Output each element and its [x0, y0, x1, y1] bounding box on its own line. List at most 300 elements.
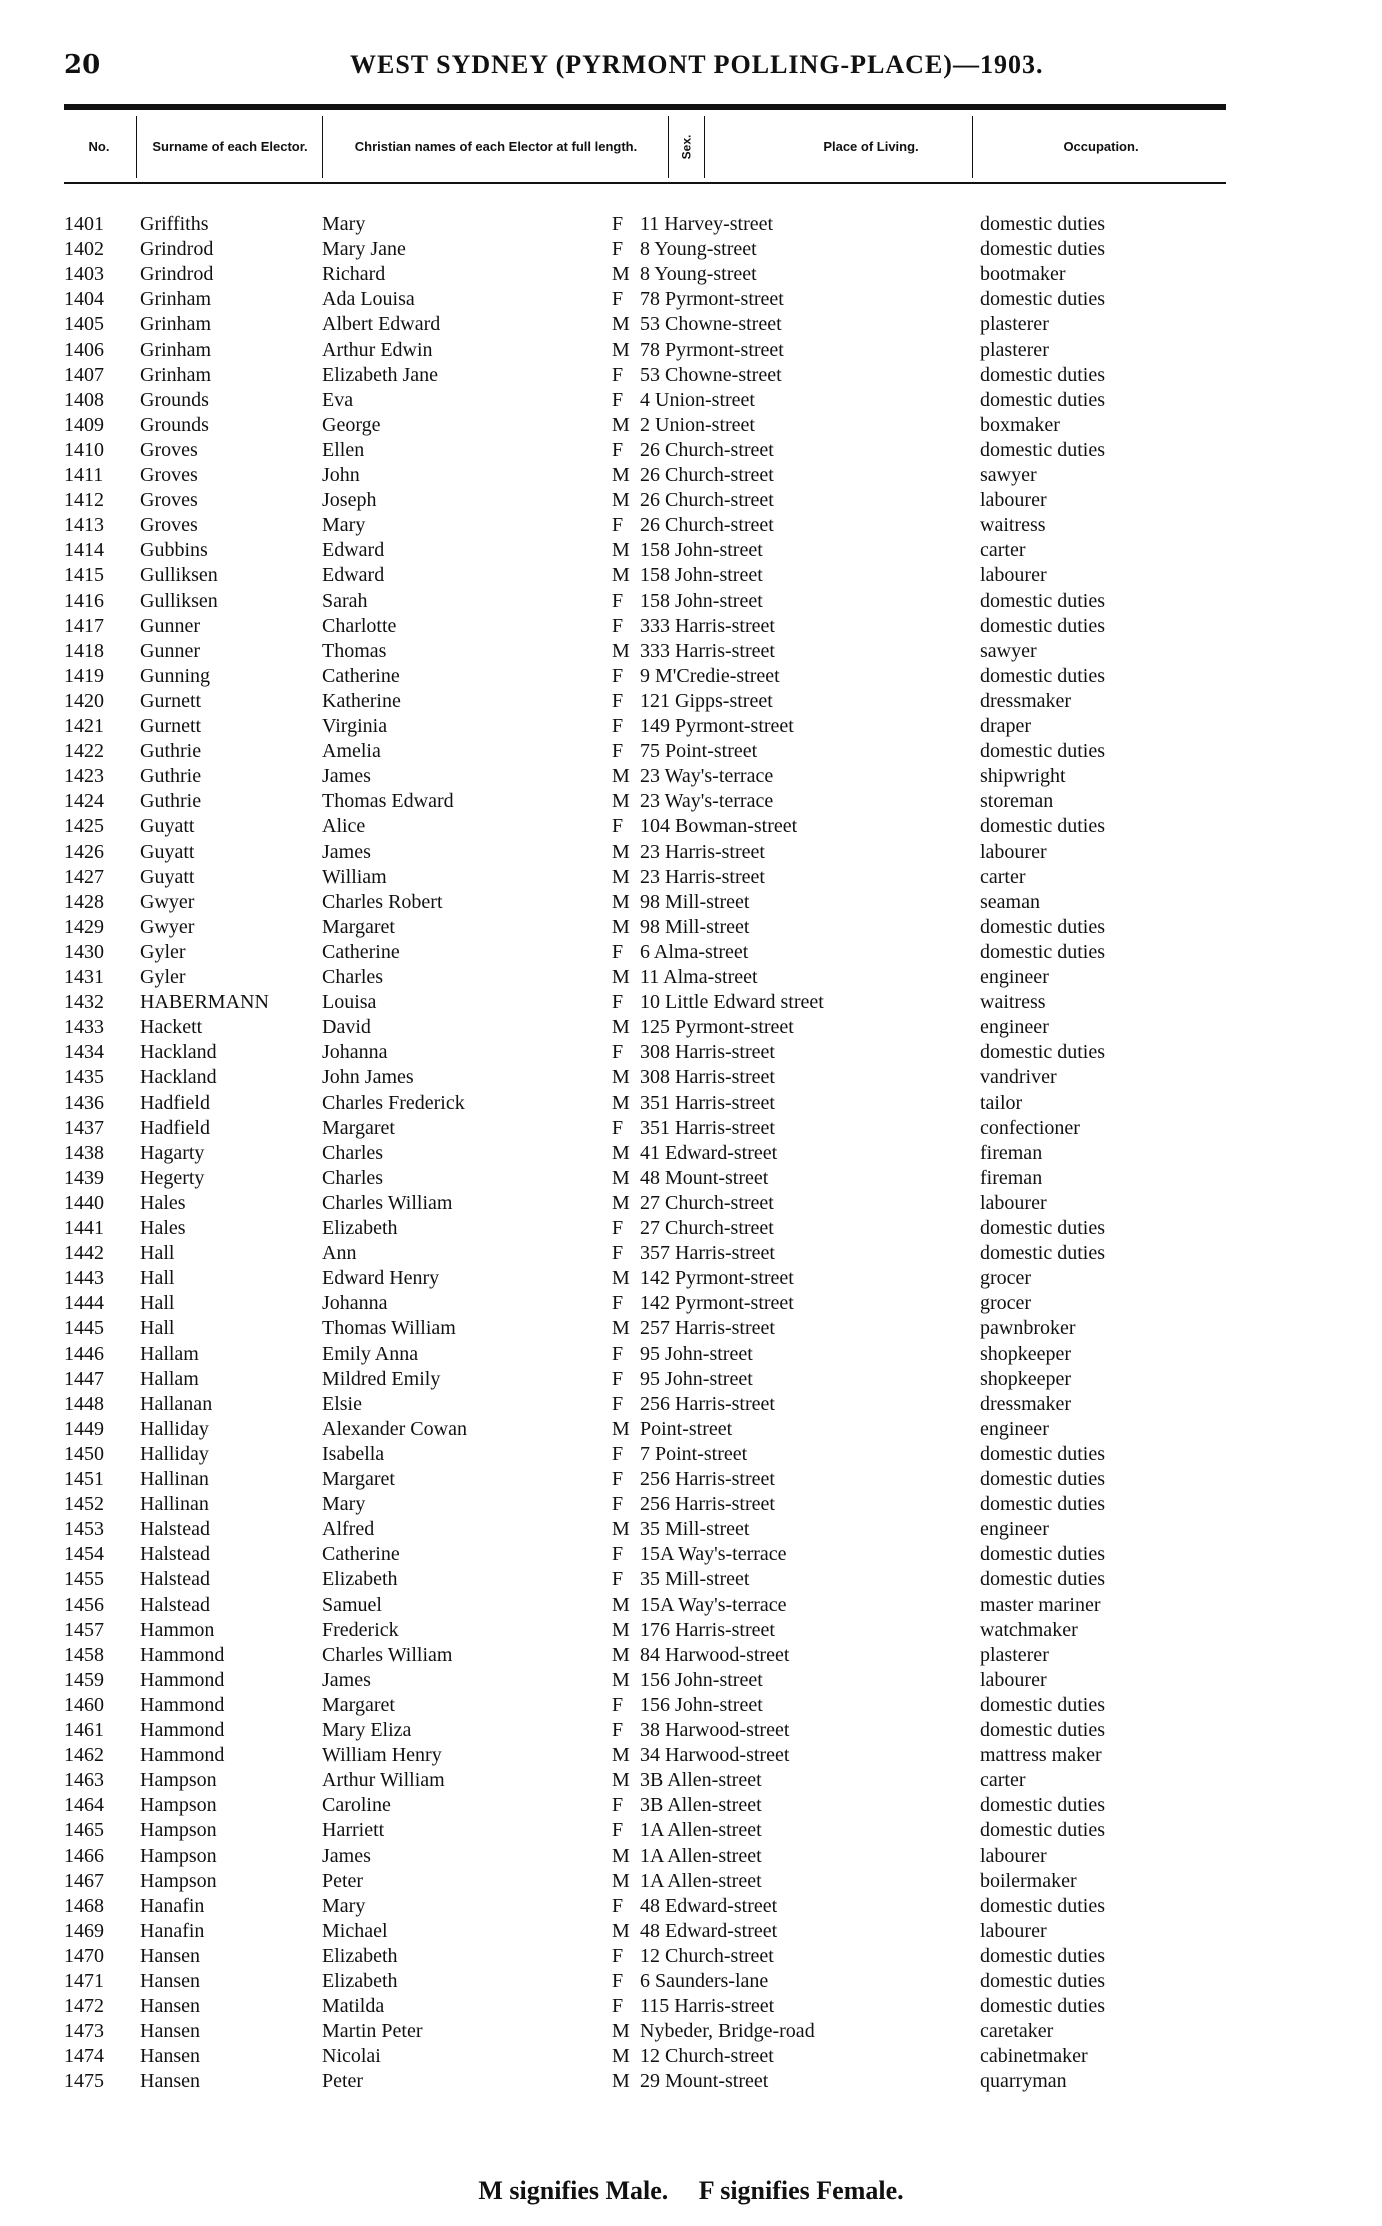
elector-sex: M: [612, 1618, 630, 1641]
elector-occupation: domestic duties: [980, 288, 1105, 311]
table-row: [0, 1316, 1382, 1341]
elector-number: 1441: [64, 1217, 104, 1239]
elector-sex: F: [612, 1116, 624, 1139]
elector-occupation: labourer: [980, 1844, 1047, 1867]
elector-occupation: domestic duties: [980, 1894, 1105, 1917]
elector-place-of-living: 8 Young-street: [640, 263, 757, 286]
elector-surname: Guthrie: [140, 790, 202, 813]
column-divider: [668, 116, 669, 178]
elector-sex: F: [612, 514, 624, 537]
elector-christian-names: Charles Frederick: [322, 1091, 465, 1114]
table-row: [0, 739, 1382, 764]
elector-surname: Grinham: [140, 313, 212, 336]
elector-surname: Hagarty: [140, 1141, 205, 1164]
elector-number: 1440: [64, 1191, 104, 1214]
elector-sex: F: [612, 1468, 624, 1490]
table-row: [0, 1844, 1382, 1869]
elector-christian-names: Margaret: [322, 1468, 395, 1490]
table-row: [0, 2069, 1382, 2094]
elector-number: 1458: [64, 1643, 104, 1666]
elector-surname: Hallam: [140, 1367, 199, 1390]
elector-occupation: waitress: [980, 514, 1046, 537]
elector-occupation: domestic duties: [980, 1242, 1105, 1265]
table-row: [0, 463, 1382, 488]
elector-occupation: vandriver: [980, 1066, 1057, 1089]
elector-number: 1437: [64, 1116, 104, 1139]
elector-sex: M: [612, 1518, 630, 1541]
elector-surname: Hammond: [140, 1719, 225, 1741]
elector-place-of-living: 176 Harris-street: [640, 1618, 775, 1641]
elector-place-of-living: 6 Saunders-lane: [640, 1970, 769, 1992]
column-divider: [136, 116, 137, 178]
elector-christian-names: Ann: [322, 1242, 357, 1265]
elector-place-of-living: 48 Edward-street: [640, 1919, 778, 1942]
table-row: [0, 538, 1382, 563]
elector-place-of-living: 12 Church-street: [640, 2045, 774, 2068]
elector-place-of-living: 1A Allen-street: [640, 1844, 762, 1867]
elector-sex: M: [612, 539, 630, 562]
table-row: [0, 1593, 1382, 1618]
elector-christian-names: Alfred: [322, 1518, 375, 1541]
elector-christian-names: James: [322, 1668, 371, 1691]
elector-christian-names: Ada Louisa: [322, 288, 415, 311]
elector-occupation: domestic duties: [980, 363, 1105, 386]
elector-place-of-living: 95 John-street: [640, 1367, 753, 1390]
table-row: [0, 814, 1382, 839]
elector-sex: F: [612, 238, 624, 261]
elector-sex: M: [612, 1066, 630, 1089]
col-sex-header: [670, 112, 702, 182]
table-row: [0, 1291, 1382, 1316]
table-row: [0, 840, 1382, 865]
elector-sex: F: [612, 288, 624, 311]
elector-surname: Hampson: [140, 1769, 217, 1792]
elector-place-of-living: 7 Point-street: [640, 1442, 748, 1465]
elector-occupation: labourer: [980, 489, 1047, 512]
elector-occupation: boxmaker: [980, 413, 1060, 436]
elector-place-of-living: 26 Church-street: [640, 489, 774, 512]
elector-place-of-living: 2 Union-street: [640, 413, 755, 436]
table-row: [0, 915, 1382, 940]
elector-occupation: plasterer: [980, 313, 1049, 336]
table-row: [0, 1442, 1382, 1467]
table-row: [0, 413, 1382, 438]
elector-christian-names: Edward Henry: [322, 1267, 440, 1290]
elector-occupation: cabinetmaker: [980, 2045, 1088, 2068]
elector-sex: M: [612, 1919, 630, 1942]
table-row: [0, 1141, 1382, 1166]
table-row: [0, 513, 1382, 538]
elector-place-of-living: 158 John-street: [640, 564, 763, 587]
elector-surname: Halstead: [140, 1593, 210, 1616]
elector-surname: Guyatt: [140, 840, 195, 863]
elector-number: 1423: [64, 765, 104, 788]
elector-number: 1442: [64, 1242, 104, 1265]
elector-place-of-living: 3B Allen-street: [640, 1769, 762, 1792]
elector-place-of-living: 11 Harvey-street: [640, 213, 774, 235]
table-row: [0, 1693, 1382, 1718]
elector-sex: M: [612, 1016, 630, 1039]
elector-number: 1445: [64, 1317, 104, 1340]
table-row: [0, 1040, 1382, 1065]
elector-place-of-living: 53 Chowne-street: [640, 363, 782, 386]
elector-number: 1404: [64, 288, 104, 311]
elector-sex: F: [612, 1693, 624, 1716]
elector-occupation: carter: [980, 1769, 1026, 1792]
elector-place-of-living: 256 Harris-street: [640, 1493, 775, 1516]
elector-surname: Hammond: [140, 1744, 225, 1767]
elector-occupation: shopkeeper: [980, 1342, 1072, 1365]
elector-christian-names: Margaret: [322, 1693, 395, 1716]
elector-sex: F: [612, 614, 624, 637]
elector-sex: F: [612, 1442, 624, 1465]
elector-number: 1435: [64, 1066, 104, 1089]
table-row: [0, 1116, 1382, 1141]
elector-place-of-living: 27 Church-street: [640, 1191, 774, 1214]
elector-surname: Hallanan: [140, 1392, 213, 1415]
elector-surname: Grinham: [140, 338, 212, 361]
elector-occupation: waitress: [980, 991, 1046, 1014]
elector-number: 1466: [64, 1844, 104, 1867]
elector-occupation: domestic duties: [980, 915, 1105, 938]
elector-christian-names: Charles: [322, 1166, 384, 1189]
elector-place-of-living: 125 Pyrmont-street: [640, 1016, 794, 1039]
elector-number: 1426: [64, 840, 104, 863]
elector-sex: M: [612, 564, 630, 587]
elector-surname: Guthrie: [140, 765, 202, 788]
elector-christian-names: Mary Eliza: [322, 1719, 412, 1741]
elector-occupation: domestic duties: [980, 1819, 1105, 1842]
elector-place-of-living: 158 John-street: [640, 589, 763, 612]
elector-christian-names: Ellen: [322, 438, 365, 461]
elector-christian-names: Elizabeth: [322, 1944, 398, 1967]
elector-surname: Hansen: [140, 2020, 200, 2043]
elector-surname: Groves: [140, 464, 198, 486]
elector-surname: Hammond: [140, 1643, 225, 1666]
elector-place-of-living: 15A Way's-terrace: [640, 1593, 787, 1616]
elector-place-of-living: 98 Mill-street: [640, 890, 750, 913]
elector-surname: HABERMANN: [140, 991, 269, 1014]
elector-surname: Hammond: [140, 1693, 225, 1716]
elector-sex: F: [612, 740, 624, 763]
elector-occupation: carter: [980, 865, 1026, 888]
elector-occupation: domestic duties: [980, 1719, 1105, 1741]
elector-occupation: domestic duties: [980, 589, 1105, 612]
table-row: [0, 865, 1382, 890]
elector-christian-names: Joseph: [322, 489, 377, 512]
elector-surname: Guthrie: [140, 740, 202, 763]
elector-surname: Hall: [140, 1317, 175, 1340]
elector-place-of-living: 35 Mill-street: [640, 1518, 750, 1541]
elector-number: 1419: [64, 664, 104, 687]
table-row: [0, 488, 1382, 513]
elector-occupation: domestic duties: [980, 238, 1105, 261]
elector-sex: F: [612, 1794, 624, 1817]
elector-place-of-living: 23 Harris-street: [640, 865, 765, 888]
table-row: [0, 1969, 1382, 1994]
elector-number: 1470: [64, 1944, 104, 1967]
elector-sex: M: [612, 840, 630, 863]
elector-surname: Hall: [140, 1292, 175, 1315]
elector-surname: Hampson: [140, 1844, 217, 1867]
table-row: [0, 1241, 1382, 1266]
table-row: [0, 1417, 1382, 1442]
elector-sex: F: [612, 815, 624, 838]
elector-sex: M: [612, 1769, 630, 1792]
table-row: [0, 1367, 1382, 1392]
elector-place-of-living: 34 Harwood-street: [640, 1744, 790, 1767]
elector-occupation: caretaker: [980, 2020, 1054, 2043]
elector-sex: F: [612, 1292, 624, 1315]
elector-number: 1471: [64, 1970, 104, 1992]
elector-number: 1452: [64, 1493, 104, 1516]
elector-place-of-living: 48 Edward-street: [640, 1894, 778, 1917]
elector-place-of-living: 104 Bowman-street: [640, 815, 798, 838]
elector-occupation: domestic duties: [980, 1794, 1105, 1817]
elector-occupation: tailor: [980, 1091, 1023, 1114]
elector-sex: F: [612, 715, 624, 737]
table-row: [0, 1718, 1382, 1743]
elector-christian-names: Louisa: [322, 991, 377, 1014]
elector-surname: Hall: [140, 1242, 175, 1265]
elector-surname: Hall: [140, 1267, 175, 1290]
elector-sex: M: [612, 915, 630, 938]
elector-sex: F: [612, 991, 624, 1014]
elector-christian-names: Mary: [322, 514, 366, 537]
elector-surname: Halstead: [140, 1543, 210, 1566]
elector-occupation: domestic duties: [980, 1995, 1105, 2018]
elector-occupation: engineer: [980, 1417, 1049, 1440]
elector-number: 1432: [64, 991, 104, 1014]
elector-place-of-living: 8 Young-street: [640, 238, 757, 261]
elector-sex: M: [612, 1141, 630, 1164]
elector-sex: M: [612, 1844, 630, 1867]
elector-surname: Hallinan: [140, 1468, 209, 1490]
elector-surname: Groves: [140, 438, 198, 461]
table-row: [0, 1869, 1382, 1894]
elector-number: 1410: [64, 438, 104, 461]
elector-place-of-living: 6 Alma-street: [640, 940, 749, 963]
elector-number: 1461: [64, 1719, 104, 1741]
elector-christian-names: Albert Edward: [322, 313, 441, 336]
elector-sex: F: [612, 1543, 624, 1566]
elector-christian-names: Alexander Cowan: [322, 1417, 467, 1440]
page-title: WEST SYDNEY (PYRMONT POLLING-PLACE)—1903.: [350, 50, 1044, 79]
elector-number: 1427: [64, 865, 104, 888]
elector-surname: Hegerty: [140, 1166, 205, 1189]
table-row: [0, 1919, 1382, 1944]
elector-occupation: domestic duties: [980, 1041, 1105, 1064]
elector-occupation: fireman: [980, 1166, 1043, 1189]
elector-number: 1402: [64, 238, 104, 261]
table-row: [0, 614, 1382, 639]
col-place-header: Place of Living.: [823, 139, 919, 154]
elector-christian-names: Charles William: [322, 1191, 453, 1214]
elector-place-of-living: 308 Harris-street: [640, 1041, 775, 1064]
elector-place-of-living: 121 Gipps-street: [640, 689, 773, 712]
elector-number: 1447: [64, 1367, 104, 1390]
elector-occupation: domestic duties: [980, 1970, 1105, 1992]
table-row: [0, 1542, 1382, 1567]
elector-occupation: storeman: [980, 790, 1054, 813]
elector-sex: M: [612, 1417, 630, 1440]
elector-sex: M: [612, 313, 630, 336]
column-divider: [704, 116, 705, 178]
elector-surname: Halstead: [140, 1568, 210, 1591]
table-row: [0, 1392, 1382, 1417]
elector-occupation: domestic duties: [980, 815, 1105, 838]
elector-place-of-living: 95 John-street: [640, 1342, 753, 1365]
elector-number: 1412: [64, 489, 104, 512]
table-row: [0, 1191, 1382, 1216]
elector-surname: Hansen: [140, 1995, 200, 2018]
elector-christian-names: Thomas William: [322, 1317, 456, 1340]
elector-occupation: sawyer: [980, 464, 1037, 486]
table-row: [0, 1894, 1382, 1919]
elector-number: 1421: [64, 715, 104, 737]
elector-occupation: boilermaker: [980, 1869, 1077, 1892]
elector-surname: Gyler: [140, 940, 186, 963]
elector-sex: F: [612, 689, 624, 712]
elector-number: 1463: [64, 1769, 104, 1792]
elector-sex: F: [612, 1894, 624, 1917]
elector-surname: Groves: [140, 489, 198, 512]
table-row: [0, 1467, 1382, 1492]
elector-number: 1406: [64, 338, 104, 361]
elector-christian-names: William Henry: [322, 1744, 442, 1767]
elector-christian-names: David: [322, 1016, 371, 1039]
table-row: [0, 1216, 1382, 1241]
elector-christian-names: Richard: [322, 263, 386, 286]
elector-surname: Hampson: [140, 1869, 217, 1892]
elector-christian-names: Peter: [322, 2070, 364, 2093]
elector-sex: F: [612, 1217, 624, 1239]
elector-occupation: dressmaker: [980, 689, 1072, 712]
elector-sex: M: [612, 765, 630, 788]
elector-surname: Gulliksen: [140, 589, 218, 612]
elector-sex: F: [612, 1719, 624, 1741]
elector-surname: Gwyer: [140, 890, 195, 913]
elector-surname: Gubbins: [140, 539, 208, 562]
elector-number: 1407: [64, 363, 104, 386]
elector-sex: M: [612, 2045, 630, 2068]
elector-christian-names: Johanna: [322, 1292, 388, 1315]
elector-occupation: domestic duties: [980, 1468, 1105, 1490]
elector-surname: Grounds: [140, 413, 209, 436]
elector-sex: F: [612, 1493, 624, 1516]
elector-place-of-living: 3B Allen-street: [640, 1794, 762, 1817]
elector-number: 1416: [64, 589, 104, 612]
elector-occupation: domestic duties: [980, 1693, 1105, 1716]
elector-occupation: domestic duties: [980, 1442, 1105, 1465]
elector-christian-names: Elizabeth Jane: [322, 363, 439, 386]
elector-number: 1460: [64, 1693, 104, 1716]
column-header: [64, 112, 1226, 184]
elector-number: 1454: [64, 1543, 104, 1566]
elector-occupation: plasterer: [980, 1643, 1049, 1666]
elector-christian-names: James: [322, 840, 371, 863]
footer-legend: [0, 2176, 1382, 2206]
elector-christian-names: John James: [322, 1066, 414, 1089]
elector-place-of-living: 333 Harris-street: [640, 639, 775, 662]
elector-christian-names: Catherine: [322, 1543, 400, 1566]
elector-place-of-living: 48 Mount-street: [640, 1166, 769, 1189]
elector-number: 1474: [64, 2045, 104, 2068]
elector-christian-names: Frederick: [322, 1618, 399, 1641]
elector-number: 1468: [64, 1894, 104, 1917]
table-row: [0, 1994, 1382, 2019]
elector-place-of-living: 256 Harris-street: [640, 1392, 775, 1415]
table-row: [0, 639, 1382, 664]
elector-occupation: shopkeeper: [980, 1367, 1072, 1390]
elector-surname: Hackland: [140, 1041, 217, 1064]
elector-surname: Hanafin: [140, 1894, 205, 1917]
elector-sex: F: [612, 438, 624, 461]
elector-sex: M: [612, 1317, 630, 1340]
elector-place-of-living: 84 Harwood-street: [640, 1643, 790, 1666]
elector-number: 1434: [64, 1041, 104, 1064]
elector-sex: F: [612, 940, 624, 963]
table-row: [0, 1015, 1382, 1040]
elector-christian-names: Samuel: [322, 1593, 382, 1616]
elector-occupation: master mariner: [980, 1593, 1101, 1616]
elector-occupation: domestic duties: [980, 388, 1105, 411]
elector-christian-names: Margaret: [322, 1116, 395, 1139]
elector-surname: Gunner: [140, 639, 200, 662]
elector-place-of-living: 351 Harris-street: [640, 1116, 775, 1139]
elector-christian-names: Mary: [322, 1493, 366, 1516]
elector-occupation: shipwright: [980, 765, 1066, 788]
elector-occupation: domestic duties: [980, 740, 1105, 763]
table-row: [0, 1643, 1382, 1668]
elector-christian-names: Caroline: [322, 1794, 391, 1817]
elector-occupation: domestic duties: [980, 1944, 1105, 1967]
elector-christian-names: Nicolai: [322, 2045, 381, 2068]
table-row: [0, 2019, 1382, 2044]
column-divider: [972, 116, 973, 178]
elector-occupation: grocer: [980, 1292, 1032, 1315]
elector-sex: M: [612, 966, 630, 988]
elector-place-of-living: 9 M'Credie-street: [640, 664, 780, 687]
elector-surname: Hackland: [140, 1066, 217, 1089]
table-row: [0, 1944, 1382, 1969]
elector-christian-names: Arthur William: [322, 1769, 445, 1792]
elector-christian-names: Edward: [322, 539, 385, 562]
elector-christian-names: Charlotte: [322, 614, 397, 637]
elector-surname: Hackett: [140, 1016, 203, 1039]
elector-surname: Halliday: [140, 1442, 209, 1465]
elector-number: 1413: [64, 514, 104, 537]
table-row: [0, 990, 1382, 1015]
table-row: [0, 714, 1382, 739]
elector-occupation: engineer: [980, 1016, 1049, 1039]
elector-sex: F: [612, 1819, 624, 1842]
elector-christian-names: George: [322, 413, 381, 436]
elector-sex: M: [612, 489, 630, 512]
elector-sex: M: [612, 2020, 630, 2043]
elector-place-of-living: 149 Pyrmont-street: [640, 715, 794, 737]
elector-christian-names: Michael: [322, 1919, 388, 1942]
elector-surname: Hansen: [140, 1970, 200, 1992]
elector-christian-names: Elizabeth: [322, 1217, 398, 1239]
elector-number: 1408: [64, 388, 104, 411]
elector-christian-names: Charles Robert: [322, 890, 443, 913]
col-christian-header: Christian names of each Elector at full length.: [354, 139, 638, 154]
elector-sex: M: [612, 263, 630, 286]
table-row: [0, 689, 1382, 714]
elector-place-of-living: 23 Way's-terrace: [640, 765, 774, 788]
column-divider: [322, 116, 323, 178]
